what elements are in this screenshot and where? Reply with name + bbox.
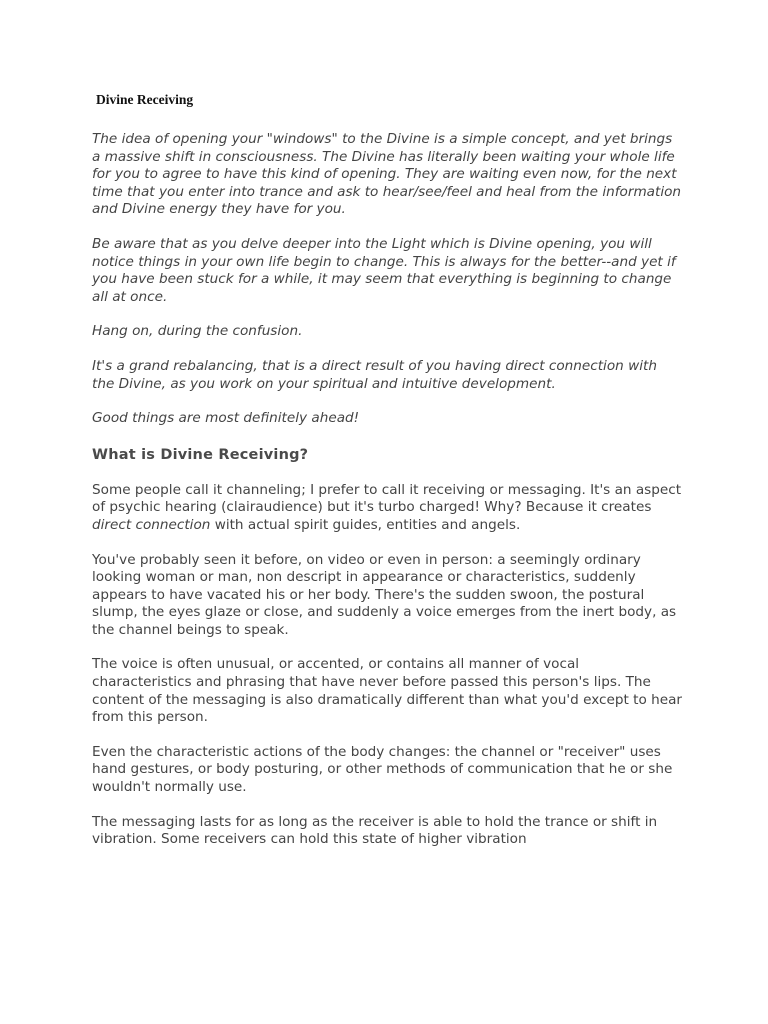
intro-paragraph: Good things are most definitely ahead!	[92, 410, 360, 427]
intro-section	[92, 131, 682, 428]
section-body	[92, 482, 682, 849]
intro-paragraph: The idea of opening your "windows" to the Divine is a simple concept, and yet brings a massive shift in consciousness. The Divine has literally been waiting your whole life for you to agree to have this kind of opening. They are waiting even now, for the next time that you enter into trance and ask to hear/see/feel and heal from the information and Divine energy they have for you.	[92, 131, 682, 218]
intro-paragraph: Be aware that as you delve deeper into the Light which is Divine opening, you will notice things in your own life begin to change. This is always for the better--and yet if you have been stuck for a while, it may seem that everything is beginning to change all at once.	[92, 235, 676, 305]
paragraph-text: with actual spirit guides, entities and angels.	[210, 516, 521, 533]
document-body	[92, 131, 682, 866]
emphasized-text: direct connection	[92, 516, 211, 533]
document-title: Divine Receiving	[96, 92, 194, 107]
section-paragraph: The messaging lasts for as long as the receiver is able to hold the trance or shift in vibration. Some receivers can hold this state of higher vibration	[92, 813, 658, 848]
paragraph-text: Some people call it channeling; I prefer to call it receiving or messaging. It's an aspect of psychic hearing (clairaudience) but it's turbo charged! Why? Because it creates	[92, 481, 682, 516]
intro-paragraph: Hang on, during the confusion.	[92, 323, 303, 340]
section-paragraph	[92, 482, 682, 535]
intro-paragraph: It's a grand rebalancing, that is a direct result of you having direct connection with the Divine, as you work on your spiritual and intuitive development.	[92, 357, 657, 392]
section-paragraph: The voice is often unusual, or accented, or contains all manner of vocal characteristics and phrasing that have never before passed this person's lips. The content of the messaging is also dramatically different than what you'd except to hear from this person.	[92, 656, 683, 726]
section-paragraph: You've probably seen it before, on video or even in person: a seemingly ordinary looking woman or man, non descript in appearance or characteristics, suddenly appears to have vacated his or her body. There's the sudden swoon, the postural slump, the eyes glaze or close, and suddenly a voice emerges from the inert body, as the channel beings to speak.	[92, 551, 677, 638]
section-paragraph: Even the characteristic actions of the body changes: the channel or "receiver" uses hand gestures, or body posturing, or other methods of communication that he or she wouldn't normally use.	[92, 743, 673, 796]
section-heading: What is Divine Receiving?	[92, 446, 309, 463]
